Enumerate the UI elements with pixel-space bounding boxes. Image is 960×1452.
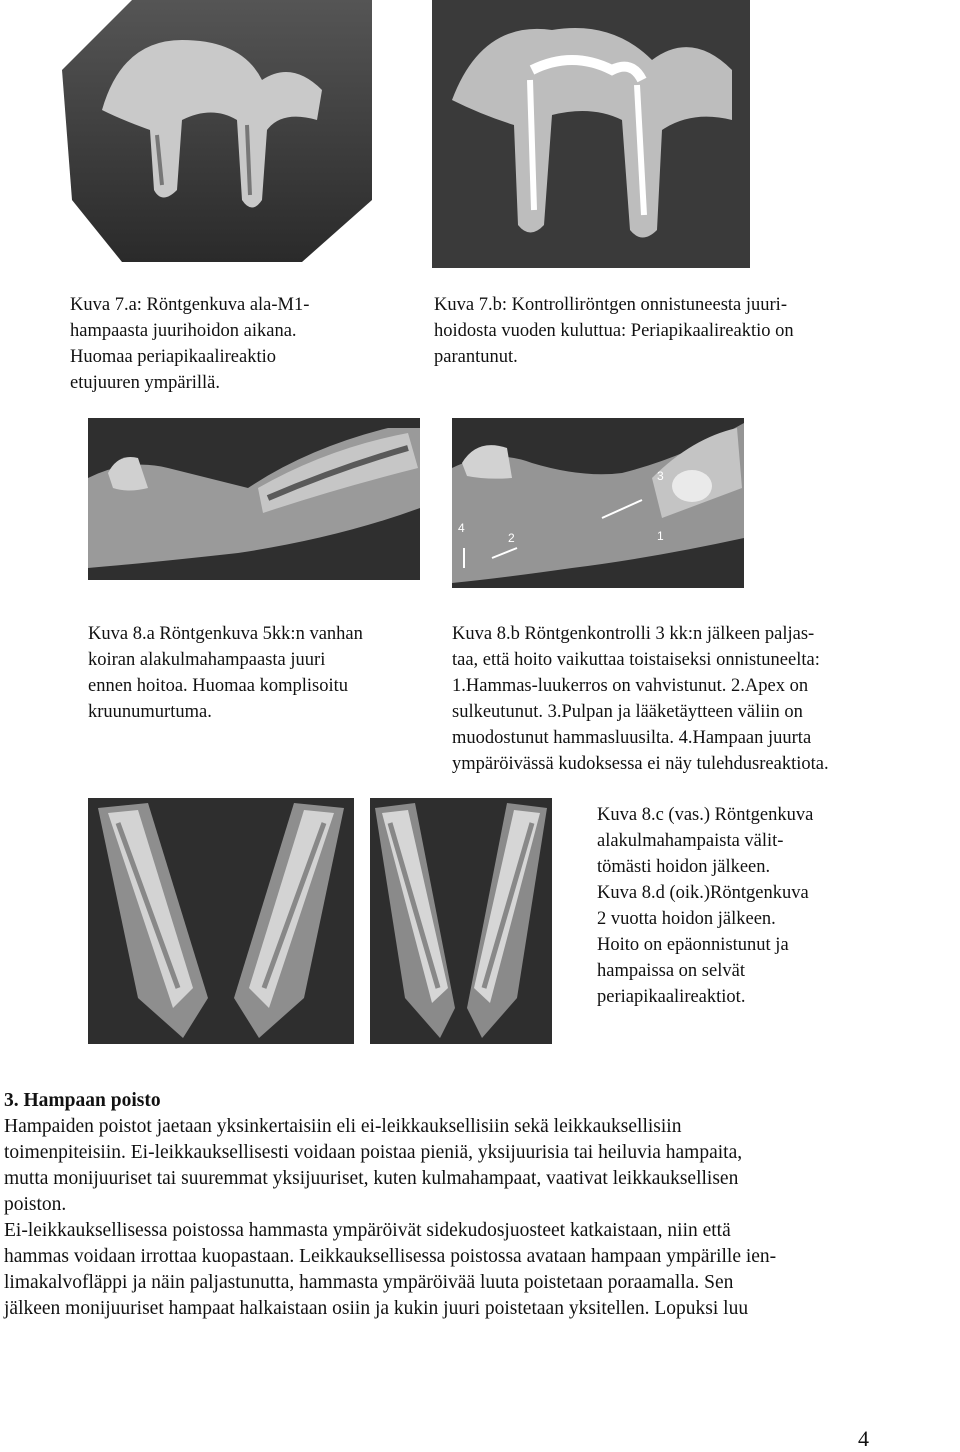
caption-7a — [70, 292, 309, 396]
caption-line: sulkeutunut. 3.Pulpan ja lääketäytteen väliin on — [452, 702, 803, 722]
caption-line: hampaasta juurihoidon aikana. — [70, 321, 297, 341]
caption-line: Kuva 8.d (oik.)Röntgenkuva — [597, 883, 809, 903]
xray-image-8a — [88, 418, 420, 580]
caption-line: Kuva 8.a Röntgenkuva 5kk:n vanhan — [88, 624, 363, 644]
caption-8a — [88, 621, 363, 725]
caption-line: 1.Hammas-luukerros on vahvistunut. 2.Apex on — [452, 676, 809, 696]
xray-image-8b — [452, 418, 744, 588]
caption-line: hoidosta vuoden kuluttua: Periapikaalireaktio on — [434, 321, 794, 341]
caption-line: Kuva 7.a: Röntgenkuva ala-M1- — [70, 295, 310, 315]
caption-line: periapikaalireaktiot. — [597, 987, 746, 1007]
body-line: limakalvofläppi ja näin paljastunutta, hammasta ympäröivää luuta poistetaan poraamalla. Sen — [4, 1272, 734, 1293]
caption-line: muodostunut hammasluusilta. 4.Hampaan juurta — [452, 728, 812, 748]
caption-line: alakulmahampaista välit- — [597, 831, 784, 851]
caption-line: Kuva 8.b Röntgenkontrolli 3 kk:n jälkeen paljas- — [452, 624, 815, 644]
caption-line: 2 vuotta hoidon jälkeen. — [597, 909, 776, 929]
body-line: poiston. — [4, 1194, 67, 1215]
body-line: toimenpiteisiin. Ei-leikkauksellisesti voidaan poistaa pieniä, yksijuurisia tai heiluvia hampaita, — [4, 1142, 743, 1163]
marker-label: 4 — [458, 521, 465, 535]
caption-line: ennen hoitoa. Huomaa komplisoitu — [88, 676, 348, 696]
section-3 — [4, 1088, 958, 1322]
caption-8b — [452, 621, 829, 774]
xray-image-7a — [62, 0, 372, 262]
marker-label: 3 — [657, 469, 664, 483]
caption-line: tömästi hoidon jälkeen. — [597, 857, 771, 877]
xray-image-8c — [88, 798, 354, 1044]
caption-7b — [434, 292, 794, 370]
body-line: Ei-leikkauksellisessa poistossa hammasta ympäröivät sidekudosjuosteet katkaistaan, niin että — [4, 1220, 731, 1241]
body-line: hammas voidaan irrottaa kuopastaan. Leikkauksellisessa poistossa avataan hampaan ympärille ien- — [4, 1246, 777, 1267]
marker-label: 2 — [508, 531, 515, 545]
xray-image-7b — [432, 0, 750, 268]
body-line: mutta monijuuriset tai suuremmat yksijuuriset, kuten kulmahampaat, vaativat leikkauksellisen — [4, 1168, 739, 1189]
caption-line: Hoito on epäonnistunut ja — [597, 935, 789, 955]
caption-line: parantunut. — [434, 347, 518, 367]
caption-8cd — [597, 802, 813, 1010]
caption-line: Kuva 7.b: Kontrolliröntgen onnistuneesta juuri- — [434, 295, 787, 315]
caption-line: Huomaa periapikaalireaktio — [70, 347, 276, 367]
page-number: 4 — [858, 1426, 869, 1451]
marker-label: 1 — [657, 529, 664, 543]
caption-line: etujuuren ympärillä. — [70, 373, 221, 393]
caption-line: taa, että hoito vaikuttaa toistaiseksi onnistuneelta: — [452, 650, 820, 670]
caption-line: koiran alakulmahampaasta juuri — [88, 650, 326, 670]
caption-line: Kuva 8.c (vas.) Röntgenkuva — [597, 805, 814, 825]
section-heading: 3. Hampaan poisto — [4, 1090, 161, 1111]
caption-line: hampaissa on selvät — [597, 961, 745, 981]
xray-image-8d — [370, 798, 552, 1044]
caption-line: ympäröivässä kudoksessa ei näy tulehdusreaktiota. — [452, 754, 829, 774]
body-line: jälkeen monijuuriset hampaat halkaistaan osiin ja kukin juuri poistetaan yksitellen. Lopuksi luu — [4, 1298, 749, 1319]
body-line: Hampaiden poistot jaetaan yksinkertaisiin eli ei-leikkauksellisiin sekä leikkauksellisiin — [4, 1116, 682, 1137]
caption-line: kruunumurtuma. — [88, 702, 212, 722]
